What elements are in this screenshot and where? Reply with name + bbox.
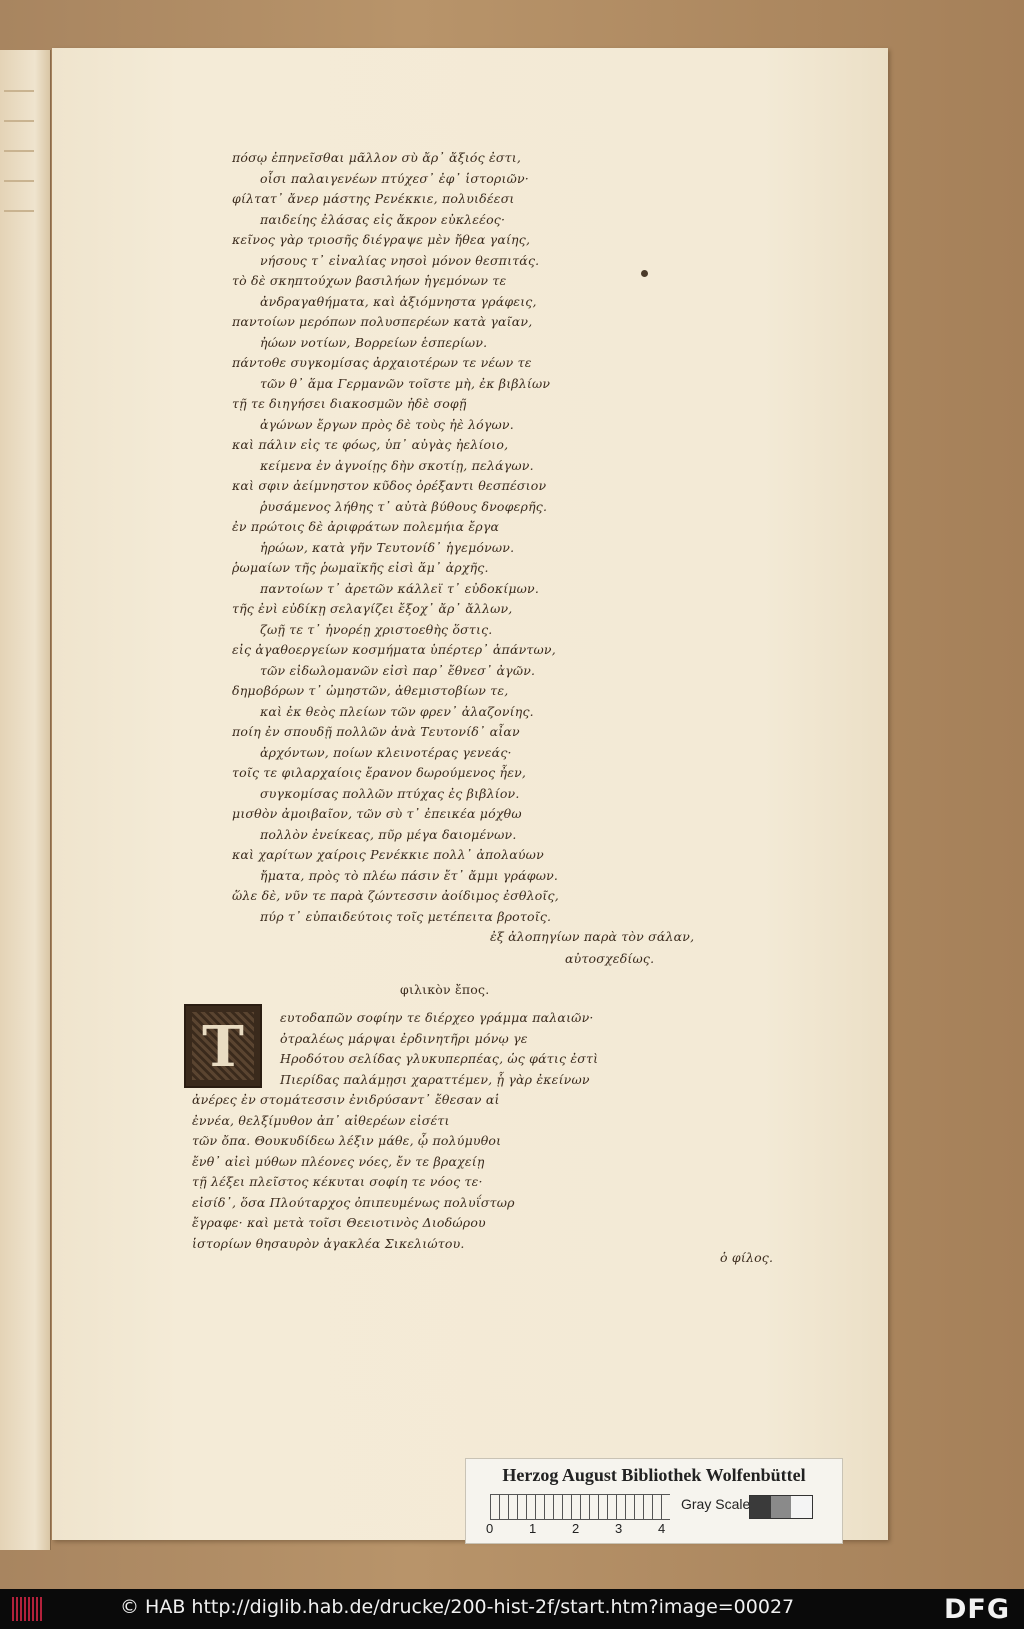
poem-line: τῆς ἐνὶ εὐδίκῃ σελαγίζει ἔξοχ᾽ ἄρ᾽ ἄλλων,	[232, 601, 513, 616]
poem-line: ἀρχόντων, ποίων κλεινοτέρας γενεάς·	[260, 745, 512, 760]
epigram-line: ὀτραλέως μάρψαι ἐρδινητῆρι μόνῳ γε	[280, 1031, 528, 1046]
ruler-scale	[490, 1494, 670, 1520]
poem-line: πολλὸν ἐνείκεας, πῦρ μέγα δαιομένων.	[260, 827, 517, 842]
poem-line: πύρ τ᾽ εὐπαιδεύτοις τοῖς μετέπειτα βροτοῖς.	[260, 909, 552, 924]
poem-line: πάντοθε συγκομίσας ἀρχαιοτέρων τε νέων τε	[232, 355, 532, 370]
poem-line: ῥυσάμενος λήθης τ᾽ αὐτὰ βύθους δνοφερῆς.	[260, 499, 548, 514]
poem-line: ἤματα, πρὸς τὸ πλέω πάσιν ἔτ᾽ ἄμμι γράφων.	[260, 868, 559, 883]
signature-line: ἐξ ἀλοπηγίων παρὰ τὸν σάλαν,	[490, 929, 695, 944]
poem-line: τῇ τε διηγήσει διακοσμῶν ἠδὲ σοφῇ	[232, 396, 467, 411]
poem-line: καὶ ἐκ θεὸς πλείων τῶν φρεν᾽ ἀλαζονίης.	[260, 704, 534, 719]
copyright-link[interactable]: © HAB http://diglib.hab.de/drucke/200-hist-2f/start.htm?image=00027	[120, 1596, 795, 1618]
ruler-number: 4	[658, 1521, 666, 1536]
gray-scale-label: Gray Scale	[681, 1496, 751, 1512]
poem-line: ἠώων νοτίων, Βορρείων ἑσπερίων.	[260, 335, 488, 350]
poem-line: τοῖς τε φιλαρχαίοις ἔρανον δωρούμενος ἦεν,	[232, 765, 527, 780]
dfg-logo-icon: DFG	[943, 1594, 1010, 1625]
poem-line: εἰς ἀγαθοεργείων κοσμήματα ὑπέρτερ᾽ ἁπάντων,	[232, 642, 556, 657]
poem-line: κείμενα ἐν ἀγνοίῃς δὴν σκοτίῃ, πελάγων.	[260, 458, 534, 473]
color-target-card	[465, 1458, 843, 1544]
poem-line: ἀνδραγαθήματα, καὶ ἀξιόμνηστα γράφεις,	[260, 294, 537, 309]
poem-line: τῶν εἰδωλομανῶν εἰσὶ παρ᾽ ἔθνεσ᾽ ἀγῶν.	[260, 663, 536, 678]
epigram-line: Ηροδότου σελίδας γλυκυπερπέας, ὡς φάτις ἐστὶ	[280, 1051, 599, 1066]
ruler-number: 2	[572, 1521, 580, 1536]
barcode-logo-icon	[12, 1597, 44, 1621]
poem-line: καὶ χαρίτων χαίροις Ρενέκκιε πολλ᾽ ἀπολαύων	[232, 847, 544, 862]
poem-line: δημοβόρων τ᾽ ὠμηστῶν, ἀθεμιστοβίων τε,	[232, 683, 509, 698]
poem-line: ποίη ἐν σπουδῇ πολλῶν ἀνὰ Τευτονίδ᾽ αἶαν	[232, 724, 520, 739]
poem-line: ἀγώνων ἔργων πρὸς δὲ τοὺς ἠὲ λόγων.	[260, 417, 514, 432]
ink-speck	[641, 270, 648, 277]
poem-line: φίλτατ᾽ ἄνερ μάστης Ρενέκκιε, πολυιδέεσι	[232, 191, 515, 206]
library-name: Herzog August Bibliothek Wolfenbüttel	[502, 1465, 806, 1485]
epigram-line: ἔγραφε· καὶ μετὰ τοῖσι Θεειοτινὸς Διοδώρου	[192, 1215, 486, 1230]
poem-line: παντοίων μερόπων πολυσπερέων κατὰ γαῖαν,	[232, 314, 533, 329]
drop-cap-letter: T	[202, 1014, 244, 1080]
ruler-number: 0	[486, 1521, 494, 1536]
poem-line: τῶν θ᾽ ἅμα Γερμανῶν τοῖστε μὴ, ἐκ βιβλίων	[260, 376, 551, 391]
poem-line: κεῖνος γὰρ τριοσῆς διέγραψε μὲν ἤθεα γαίης,	[232, 232, 531, 247]
poem-line: πόσῳ ἐπηνεῖσθαι μᾶλλον σὺ ἄρ᾽ ἄξιός ἐστι,	[232, 150, 522, 165]
footer-bar	[0, 1589, 1024, 1629]
epigram-signature: ὁ φίλος.	[720, 1250, 774, 1265]
ruler-number: 1	[529, 1521, 537, 1536]
epigram-line: ἀνέρες ἐν στομάτεσσιν ἐνιδρύσαντ᾽ ἔθεσαν αἱ	[192, 1092, 500, 1107]
poem-line: παιδείης ἐλάσας εἰς ἄκρον εὐκλεέος·	[260, 212, 506, 227]
poem-line: ὥλε δὲ, νῦν τε παρὰ ζώντεσσιν ἀοίδιμος ἐσθλοῖς,	[232, 888, 559, 903]
poem-line: συγκομίσας πολλῶν πτύχας ἐς βιβλίον.	[260, 786, 520, 801]
poem-line: τὸ δὲ σκηπτούχων βασιλήων ἡγεμόνων τε	[232, 273, 507, 288]
poem-line: νήσους τ᾽ εἰναλίας νησοὶ μόνον θεσπιτάς.	[260, 253, 540, 268]
poem-line: μισθὸν ἀμοιβαῖον, τῶν σὺ τ᾽ ἐπεικέα μόχθω	[232, 806, 522, 821]
epigram-line: ἔνθ᾽ αἰεὶ μύθων πλέονες νόες, ἔν τε βραχείῃ	[192, 1154, 485, 1169]
epigram-line: ἱστορίων θησαυρὸν ἀγακλέα Σικελιώτου.	[192, 1236, 465, 1251]
poem-line: καὶ πάλιν εἰς τε φόως, ὑπ᾽ αὐγὰς ἠελίοιο,	[232, 437, 509, 452]
poem-line: ἡρώων, κατὰ γῆν Τευτονίδ᾽ ἡγεμόνων.	[260, 540, 515, 555]
epigram-line: Πιερίδας παλάμῃσι χαραττέμεν, ᾗ γὰρ ἐκείνων	[280, 1072, 590, 1087]
poem-line: ῥωμαίων τῆς ῥωμαϊκῆς εἰσὶ ἅμ᾽ ἀρχῆς.	[232, 560, 489, 575]
section-heading: φιλικὸν ἔπος.	[400, 982, 490, 997]
signature-line: αὐτοσχεδίως.	[565, 951, 655, 966]
poem-line: ζωῇ τε τ᾽ ἠνορέῃ χριστοεθὴς ὅστις.	[260, 622, 493, 637]
epigram-line: ἐννέα, θελξίμυθον ἀπ᾽ αἰθερέων εἰσέτι	[192, 1113, 450, 1128]
ruler-labels	[486, 1521, 686, 1539]
ruler-number: 3	[615, 1521, 623, 1536]
epigram-line: τῇ λέξει πλεῖστος κέκυται σοφίη τε νόος τε·	[192, 1174, 483, 1189]
decorated-initial	[184, 1004, 262, 1088]
epigram-line: τῶν ὄπα. Θουκυδίδεω λέξιν μάθε, ᾧ πολύμυθοι	[192, 1133, 502, 1148]
poem-line: οἷσι παλαιγενέων πτύχεσ᾽ ἐφ᾽ ἱστοριῶν·	[260, 171, 529, 186]
epigram-line: εἰσίδ᾽, ὅσα Πλούταρχος ὀπιπευμένως πολυΐστωρ	[192, 1195, 515, 1210]
epigram-line: ευτοδαπῶν σοφίην τε διέρχεο γράμμα παλαιῶν·	[280, 1010, 594, 1025]
left-page-edge	[0, 50, 51, 1550]
poem-line: ἐν πρώτοις δὲ ἀριφράτων πολεμήια ἔργα	[232, 519, 500, 534]
gray-scale-swatch	[749, 1495, 813, 1519]
poem-line: παντοίων τ᾽ ἀρετῶν κάλλεϊ τ᾽ εὐδοκίμων.	[260, 581, 540, 596]
poem-line: καὶ σφιν ἀείμνηστον κῦδος ὀρέξαντι θεσπέσιον	[232, 478, 547, 493]
